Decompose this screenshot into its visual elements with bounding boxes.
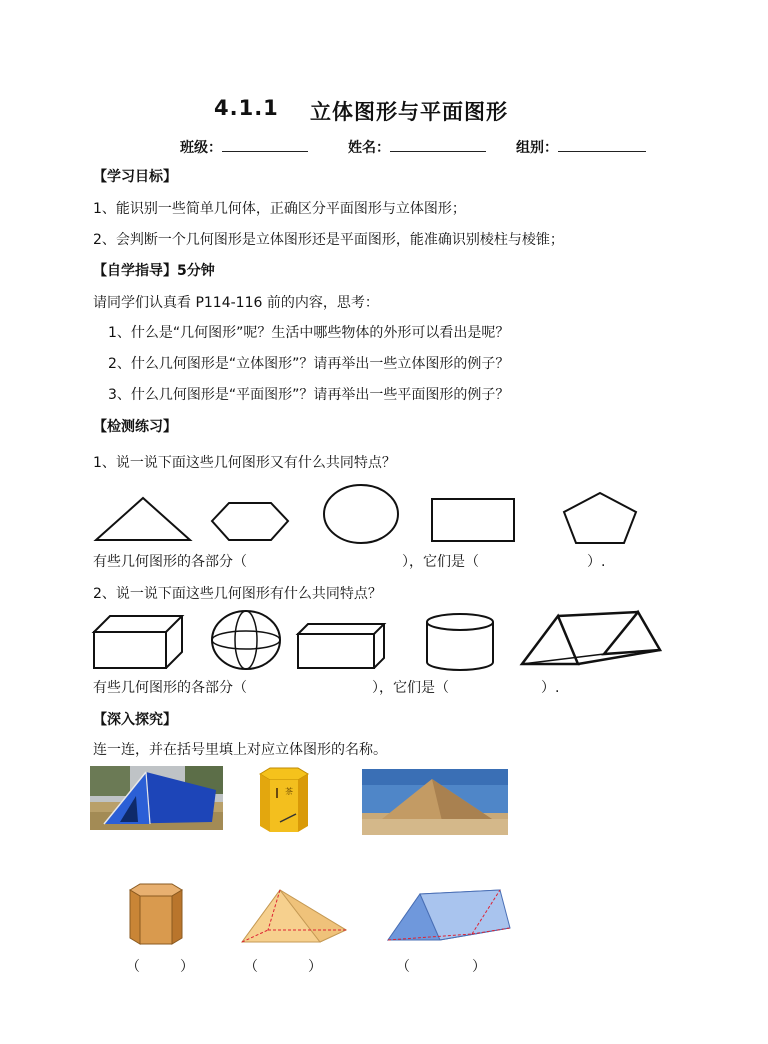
- answer-1-middle: ），它们是（: [402, 554, 479, 570]
- pyramid-model: [240, 888, 348, 946]
- triangular-prism-model: [386, 888, 512, 946]
- class-label: 班级：: [180, 140, 222, 156]
- practice-question-2: 2、说一说下面这些几何图形有什么共同特点？: [93, 586, 382, 602]
- explore-instruction: 连一连，并在括号里填上对应立体图形的名称。: [93, 742, 387, 758]
- practice-answer-2: [93, 677, 559, 697]
- class-field: [180, 137, 308, 157]
- self-study-time: 5分钟: [177, 263, 215, 279]
- goal-item: 2、会判断一个几何图形是立体图形还是平面图形，能准确识别棱柱与棱锥；: [93, 232, 564, 248]
- study-question: 3、什么几何图形是“平面图形”？请再举出一些平面图形的例子？: [108, 387, 510, 403]
- name-label: 姓名：: [348, 140, 390, 156]
- answer-2-suffix: ）.: [541, 680, 560, 696]
- answer-2-prefix: 有些几何图形的各部分（: [93, 680, 247, 696]
- sphere-shape: [208, 608, 284, 672]
- self-study-heading: [93, 260, 215, 280]
- rectangle-shape: [430, 497, 516, 543]
- cuboid-shape: [92, 612, 184, 670]
- tent-photo: [90, 766, 223, 830]
- self-study-intro: 请同学们认真看 P114-116 前的内容，思考：: [93, 295, 379, 311]
- self-study-title: 【自学指导】: [93, 263, 177, 279]
- cuboid-shape: [296, 620, 386, 670]
- class-blank[interactable]: [222, 137, 308, 152]
- hexagonal-prism-model: [128, 882, 186, 948]
- model-2-answer[interactable]: [244, 956, 322, 976]
- explore-heading: 【深入探究】: [93, 712, 177, 728]
- practice-heading: 【检测练习】: [93, 419, 177, 435]
- cylinder-shape: [424, 612, 496, 672]
- paren-close: ）: [472, 959, 486, 975]
- pentagon-shape: [560, 490, 640, 546]
- model-1-answer[interactable]: [126, 956, 194, 976]
- group-field: [516, 137, 646, 157]
- tea-box-photo: [256, 766, 312, 834]
- paren-close: ）: [308, 959, 322, 975]
- paren-open: （: [126, 959, 140, 975]
- answer-2-middle: ），它们是（: [372, 680, 449, 696]
- name-blank[interactable]: [390, 137, 486, 152]
- practice-question-1: 1、说一说下面这些几何图形又有什么共同特点？: [93, 455, 396, 471]
- hexagon-shape: [209, 500, 291, 544]
- pyramid-photo: [362, 769, 508, 835]
- triangle-shape: [93, 495, 193, 543]
- study-question: 2、什么几何图形是“立体图形”？请再举出一些立体图形的例子？: [108, 356, 510, 372]
- group-blank[interactable]: [558, 137, 646, 152]
- name-field: [348, 137, 486, 157]
- tea-box-label: 茶: [285, 787, 293, 796]
- page-title: 立体图形与平面图形: [310, 100, 508, 124]
- goals-heading: 【学习目标】: [93, 169, 177, 185]
- paren-close: ）: [180, 959, 194, 975]
- goal-item: 1、能识别一些简单几何体，正确区分平面图形与立体图形；: [93, 201, 466, 217]
- section-number: 4.1.1: [214, 96, 279, 120]
- answer-1-suffix: ）.: [587, 554, 606, 570]
- study-question: 1、什么是“几何图形”呢？生活中哪些物体的外形可以看出是呢？: [108, 325, 510, 341]
- triangular-prism-shape: [518, 610, 664, 668]
- paren-open: （: [244, 959, 258, 975]
- group-label: 组别：: [516, 140, 558, 156]
- answer-1-prefix: 有些几何图形的各部分（: [93, 554, 247, 570]
- paren-open: （: [396, 959, 410, 975]
- model-3-answer[interactable]: [396, 956, 486, 976]
- practice-answer-1: [93, 551, 605, 571]
- circle-shape: [321, 483, 401, 545]
